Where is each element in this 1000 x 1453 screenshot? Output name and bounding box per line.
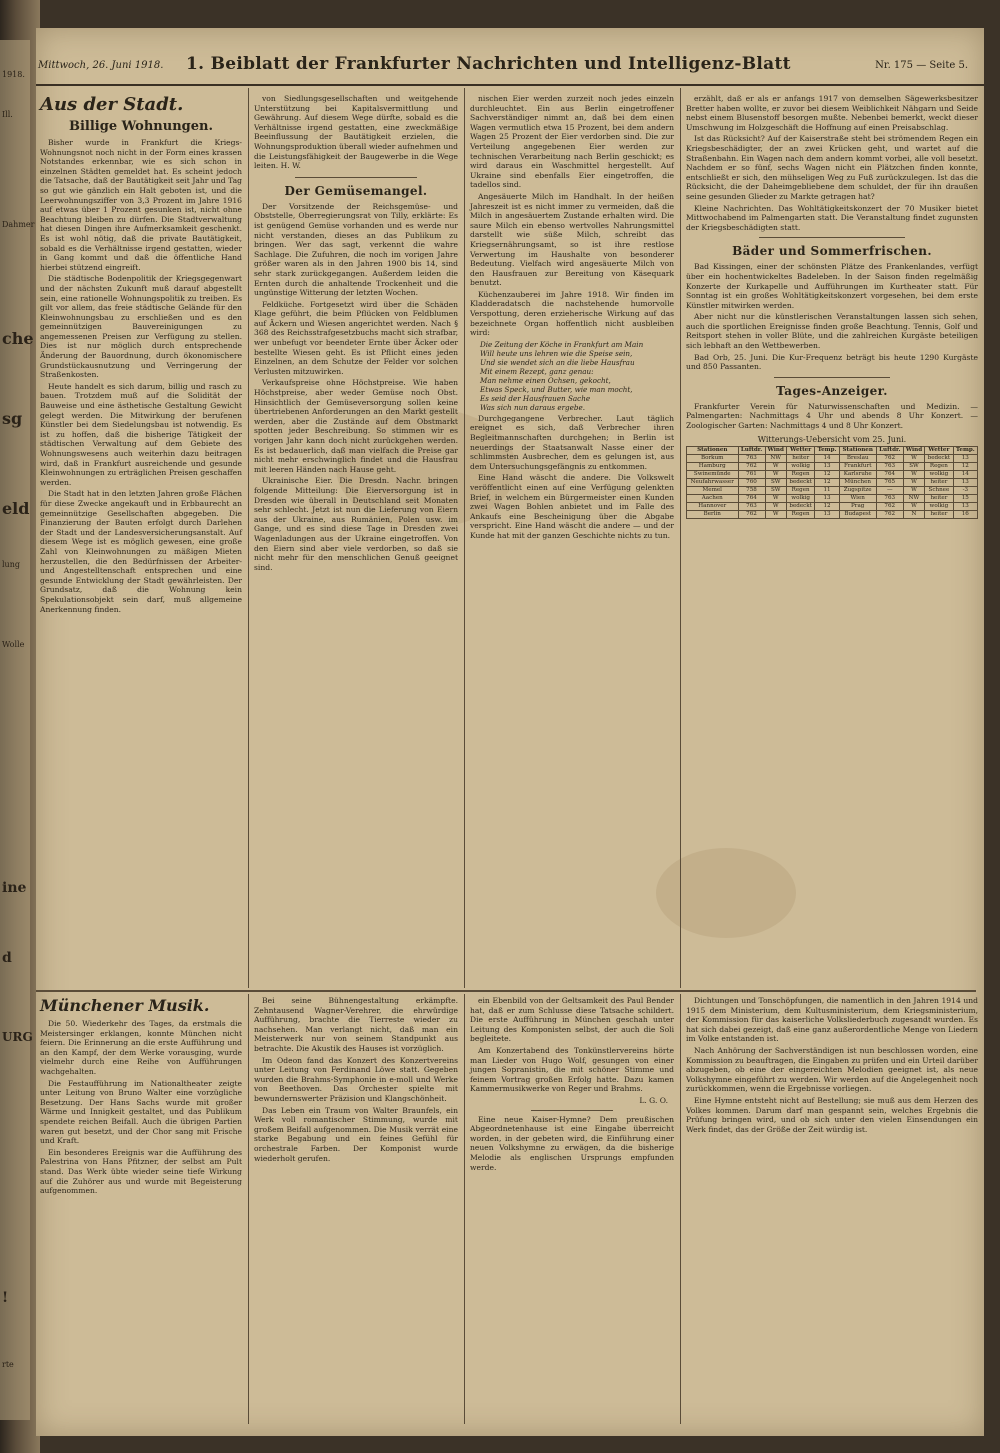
weather-cell: W (903, 502, 924, 510)
weather-table-body (687, 454, 978, 518)
quoted-poem (480, 340, 674, 412)
weather-cell: W (903, 486, 924, 494)
weather-cell: 763 (876, 494, 903, 502)
masthead (36, 48, 984, 86)
weather-cell: 765 (876, 478, 903, 486)
gutter-fragment: Ill. (2, 110, 13, 119)
gutter-fragment: Dahmer (2, 220, 35, 229)
weather-cell: W (765, 462, 786, 470)
weather-cell: Regen (786, 486, 814, 494)
weather-header-cell: Wind (765, 446, 786, 454)
weather-cell: 758 (738, 486, 765, 494)
weather-row (687, 470, 978, 478)
column-rule (680, 88, 681, 988)
weather-cell: Borkum (687, 454, 739, 462)
adjacent-page-gutter (0, 0, 40, 1453)
weather-cell: bedeckt (786, 502, 814, 510)
article-paragraph: Ein besonderes Ereignis war die Aufführung des Palestrina von Hans Pfitzner, der selbst am Pult stand. Das Werk übte wieder seine tiefe Wirkung auf die Zuhörer aus und wurde mit Begeisterung aufgenommen. (40, 1147, 242, 1196)
weather-row (687, 454, 978, 462)
weather-cell: Neufahrwasser (687, 478, 739, 486)
article-divider (531, 1110, 613, 1111)
article-paragraph: Bad Orb, 25. Juni. Die Kur-Frequenz beträgt bis heute 1290 Kurgäste und 850 Passanten. (686, 352, 978, 372)
column-baeder (686, 94, 978, 984)
article-paragraph: ein Ebenbild von der Geltsamkeit des Paul Bender hat, daß er zum Schlusse diese Tatsache schildert. Die erste Aufführung in München geschah unter Leitung des Komponisten selbst, der auch die Soli begleitete. (470, 996, 674, 1044)
weather-cell: 13 (953, 454, 977, 462)
weather-row (687, 494, 978, 502)
article-heading: Der Gemüsemangel. (284, 183, 428, 198)
issue-date: Mittwoch, 26. Juni 1918. (38, 60, 164, 71)
article-paragraph: Bei seine Bühnengestaltung erkämpfte. Zehntausend Wagner-Verehrer, die ehrwürdige Aufführung, brachte die Tierreste wieder zu nachsehen. Man verlangt nicht, daß man ein Meisterwerk nur von seinem Standpunkt aus betrachte. Die Akustik des Hauses ist vorzüglich. (254, 996, 458, 1053)
weather-cell: 762 (876, 502, 903, 510)
weather-header-cell: Luftdr. (738, 446, 765, 454)
article-paragraph: Bad Kissingen, einer der schönsten Plätze des Frankenlandes, verfügt über ein hochentwickeltes Badeleben. In der Saison finden regelmäßig Konzerte der Kurkapelle und Aufführungen im Kurtheater statt. Für Sonntag ist ein großes Wohltätigkeitskonzert vorgesehen, bei dem erste Künstler mitwirken werden. (686, 262, 978, 310)
weather-cell: wolkig (786, 494, 814, 502)
column-gemuesemangel (254, 94, 458, 984)
weather-cell: 762 (876, 454, 903, 462)
weather-row (687, 502, 978, 510)
poem-line: Was sich nun daraus ergebe. (480, 402, 586, 412)
article-paragraph: Kleine Nachrichten. Das Wohltätigkeitskonzert der 70 Musiker bietet Mittwochabend im Palmengarten statt. Die Veranstaltung findet zugunsten der Kriegsbeschädigten statt. (686, 203, 978, 232)
weather-cell: 14 (815, 454, 839, 462)
weather-cell: 16 (953, 510, 977, 518)
weather-cell: Hannover (687, 502, 739, 510)
weather-cell: Memel (687, 486, 739, 494)
weather-cell: SW (765, 486, 786, 494)
weather-cell: Frankfurt (839, 462, 876, 470)
poem-line: Die Zeitung der Köche in Frankfurt am Main (480, 339, 644, 349)
weather-cell: -3 (953, 486, 977, 494)
article-paragraph: Durchgegangene Verbrecher. Laut täglich ereignet es sich, daß Verbrecher ihren Begleitmannschaften durchgehen; in Berlin ist neuerdings der Staatsanwalt Nasse einer der schlimmsten Ausbrecher, dem es gelungen ist, aus dem Untersuchungsgefängnis zu entkommen. (470, 413, 674, 471)
weather-cell: heiter (786, 454, 814, 462)
gutter-fragment: ine (2, 880, 27, 896)
article-paragraph: Das Leben ein Traum von Walter Braunfels, ein Werk voll romantischer Stimmung, wurde mit großem Beifall aufgenommen. Die Musik verrät eine starke Begabung und ein feines Gefühl für orchestrale Farben. Der Komponist wurde wiederholt gerufen. (254, 1105, 458, 1163)
article-paragraph: Feldküche. Fortgesetzt wird über die Schäden Klage geführt, die beim Pflücken von Feldblumen auf Äckern und Wiesen angerichtet werden. Nach § 368 des Reichsstrafgesetzbuchs macht sich strafbar, wer unbefugt vor beendeter Ernte über Äcker oder bestellte Wiesen geht. Es ist Pflicht eines jeden Einzelnen, an dem Schutze der Felder vor solchen Verlusten mitzuwirken. (254, 299, 458, 376)
article-paragraph: erzählt, daß er als er anfangs 1917 von demselben Sägewerksbesitzer Bretter haben wollte, er zuvor bei diesem Weiblichkeit Nähgarn und Seide nebst einem Blusenstoff besorgen mußte. Nebenbei bemerkt, weckt dieser Umschwung im Holzgeschäft die Hoffnung auf einen Preisabschlag. (686, 94, 978, 132)
column-rule (464, 994, 465, 1424)
column-rule (680, 994, 681, 1424)
article-paragraph: Verkaufspreise ohne Höchstpreise. Wie haben Höchstpreise, aber weder Gemüse noch Obst. Hinsichtlich der Gemüseversorgung sollen keine übertriebenen Anforderungen an den Markt gestellt werden, aber die Zustände auf dem Obstmarkt spotten jeder Beschreibung. So stimmen wir es vorigen Jahr kann doch nicht zurückgehen werden. Es ist bedauerlich, daß man vielfach die Preise gar nicht mehr erschwinglich findet und die Hausfrau mit leeren Händen nach Hause geht. (254, 378, 458, 474)
gutter-fragment: Wolle (2, 640, 25, 649)
weather-header-cell: Luftdr. (876, 446, 903, 454)
weather-row (687, 486, 978, 494)
article-paragraph: Die städtische Bodenpolitik der Kriegsgegenwart und der nächsten Zukunft muß darauf abgestellt sein, eine rationelle Wohnungspolitik zu treiben. Es gilt vor allem, das freie städtische Gelände für den Kleinwohnungsbau zu erschließen und es den gemeinnützigen Bauvereinigungen zu angemessenen Preisen zur Verfügung zu stellen. Dies ist nur möglich durch entsprechende Änderung der Bauordnung, durch ökonomischere Grundstückausnutzung und Verringerung der Straßenkosten. (40, 274, 242, 380)
weather-cell: NW (765, 454, 786, 462)
poem-line: Will heute uns lehren wie die Speise sein, (480, 348, 633, 358)
page-number: Nr. 175 — Seite 5. (875, 60, 968, 71)
weather-header-cell: Stationen (687, 446, 739, 454)
gutter-fragment: lung (2, 560, 20, 569)
article-paragraph: Ist das Rücksicht? Auf der Kaiserstraße steht bei strömendem Regen ein Kriegsbeschädigter, der an zwei Krücken geht, und wartet auf die Straßenbahn. Ein Wagen nach dem andern kommt vorbei, alle voll besetzt. Nachdem er so fünf, sechs Wagen nicht ein Plätzchen finden konnte, entschließt er sich, den mühseligen Weg zu Fuß zurückzulegen. Ist das die Rücksicht, die der Daheimgebliebene dem schuldet, der für ihn draußen seine gesunden Glieder zu Markte getragen hat? (686, 134, 978, 201)
weather-cell: Prag (839, 502, 876, 510)
article-paragraph: Bisher wurde in Frankfurt die Kriegs-Wohnungsnot noch nicht in der Form eines krassen Notstandes erkennbar, wie es sich schon in einzelnen Städten gemeldet hat. Es scheint jedoch die Tatsache, daß der Bautätigkeit seit Jahr und Tag so gut wie gänzlich ein Halt geboten ist, und die Leerwohnungsziffer von 3,3 Prozent im Jahre 1916 auf etwas über 1 Prozent gesunken ist, nicht ohne Beachtung bleiben zu dürfen. Die Stadtverwaltung hat diesen Dingen ihre Aufmerksamkeit geschenkt. Es ist wohl nötig, daß die private Bautätigkeit, sobald es die Verhältnisse irgend gestatten, wieder in Gang kommt und daß die öffentliche Hand hierbei stützend eingreift. (40, 138, 242, 272)
section-rule (36, 990, 976, 992)
weather-cell: 14 (953, 470, 977, 478)
weather-header-cell: Wind (903, 446, 924, 454)
article-paragraph: Am Konzertabend des Tonkünstlervereins hörte man Lieder von Hugo Wolf, gesungen von einer jungen Sopranistin, die mit schöner Stimme und feinem Vortrag großen Erfolg hatte. Dazu kamen Kammermusikwerke von Reger und Brahms. (470, 1045, 674, 1094)
weather-cell: 763 (876, 462, 903, 470)
scan-background-edge (984, 0, 1000, 1453)
weather-cell: 13 (953, 478, 977, 486)
weather-cell: 763 (738, 502, 765, 510)
weather-header-row (687, 446, 978, 454)
article-paragraph: Heute handelt es sich darum, billig und rasch zu bauen. Trotzdem muß auf die Solidität der Bauweise und eine ästhetische Gestaltung Gewicht gelegt werden. Die Mitwirkung der berufenen Künstler bei dem Siedelungsbau ist notwendig. Es ist zu hoffen, daß die bisherige Tätigkeit der städtischen Verwaltung auf dem Gebiete des Wohnungswesens auch weiterhin dazu beitragen wird, daß in Frankfurt ausreichende und gesunde Kleinwohnungen zu erträglichen Preisen geschaffen werden. (40, 381, 242, 487)
weather-cell: — (876, 486, 903, 494)
tages-anzeiger-heading: Tages-Anzeiger. (776, 383, 888, 398)
section-heading: Münchener Musik. (40, 996, 210, 1015)
weather-cell: 13 (815, 494, 839, 502)
article-heading: Billige Wohnungen. (69, 119, 213, 134)
column-rule (248, 994, 249, 1424)
weather-cell: 11 (815, 486, 839, 494)
weather-cell: 764 (876, 470, 903, 478)
weather-header-cell: Stationen (839, 446, 876, 454)
article-divider (774, 377, 891, 378)
weather-row (687, 510, 978, 518)
weather-cell: 12 (815, 502, 839, 510)
weather-cell: Regen (786, 510, 814, 518)
weather-row (687, 478, 978, 486)
weather-cell: Zugspitze (839, 486, 876, 494)
weather-cell: wolkig (925, 502, 953, 510)
article-paragraph: nischen Eier werden zurzeit noch jedes einzeln durchleuchtet. Ein aus Berlin eingetroffener Sachverständiger nimmt an, daß bei dem einen Wagen vermutlich etwa 15 Prozent, bei dem andern Wagen 25 Prozent der Eier verdorben sind. Die zur Verteilung angegebenen Eier werden zur technischen Verarbeitung nach Berlin geschickt; es wird daraus ein Waschmittel hergestellt. Auf Ukraine sind ebenfalls Eier eingetroffen, die tadellos sind. (470, 94, 674, 190)
gutter-fragment: sg (2, 409, 23, 428)
weather-cell: Regen (925, 462, 953, 470)
weather-cell: 12 (815, 470, 839, 478)
article-divider (759, 237, 905, 238)
weather-table (686, 446, 978, 519)
article-paragraph: Im Odeon fand das Konzert des Konzertvereins unter Leitung von Ferdinand Löwe statt. Gegeben wurden die Brahms-Symphonie in e-moll und Werke von Beethoven. Das Orchester spielte mit bewundernswerter Präzision und Klangschönheit. (254, 1055, 458, 1103)
article-paragraph: Aber nicht nur die künstlerischen Veranstaltungen lassen sich sehen, auch die sportlichen Ereignisse finden große Beachtung. Tennis, Golf und Reitsport stehen in voller Blüte, und die zahlreichen Kurgäste beteiligen sich lebhaft an den Wettbewerben. (686, 312, 978, 351)
weather-header-cell: Temp. (953, 446, 977, 454)
article-paragraph: Dichtungen und Tonschöpfungen, die namentlich in den Jahren 1914 und 1915 dem Ministerium, dem Kultusministerium, dem Kriegsministerium, der Kommission für das kaiserliche Volksliederbuch zugesandt wurden. Es hat sich dabei gezeigt, daß eine ganz außerordentliche Menge von Liedern im Volke entstanden ist. (686, 996, 978, 1044)
weather-cell: wolkig (925, 470, 953, 478)
weather-cell: 12 (953, 462, 977, 470)
article-heading: Bäder und Sommerfrischen. (732, 244, 932, 259)
weather-cell: heiter (925, 510, 953, 518)
weather-cell: 13 (953, 502, 977, 510)
weather-cell: Schnee (925, 486, 953, 494)
gutter-fragment: d (2, 950, 12, 966)
weather-cell: 13 (815, 510, 839, 518)
poem-line: Es seid der Hausfrauen Sache (480, 393, 591, 403)
column-musik-1 (40, 996, 242, 1426)
weather-cell: Wien (839, 494, 876, 502)
weather-cell: bedeckt (786, 478, 814, 486)
masthead-title: 1. Beiblatt der Frankfurter Nachrichten und Intelligenz-Blatt (186, 54, 791, 74)
weather-cell: 762 (876, 510, 903, 518)
weather-cell: bedeckt (925, 454, 953, 462)
weather-cell: Regen (786, 470, 814, 478)
weather-cell: 763 (738, 454, 765, 462)
weather-cell: W (765, 470, 786, 478)
weather-cell: wolkig (786, 462, 814, 470)
weather-cell: Karlsruhe (839, 470, 876, 478)
weather-cell: W (765, 494, 786, 502)
weather-cell: heiter (925, 494, 953, 502)
weather-cell: Aachen (687, 494, 739, 502)
weather-cell: München (839, 478, 876, 486)
weather-header-cell: Temp. (815, 446, 839, 454)
article-paragraph: Ukrainische Eier. Die Dresdn. Nachr. bringen folgende Mitteilung: Die Eierversorgung ist in Dresden wie überall in Deutschland seit Monaten sehr schlecht. Jetzt ist nun die Lieferung von Eiern aus der Ukraine, aus Rumänien, Polen usw. im Gange, und es sind diese Tage in Dresden zwei Wagenladungen aus der Ukraine eingetroffen. Von den Eiern sind aber viele verdorben, so daß sie nicht mehr für den menschlichen Genuß geeignet sind. (254, 476, 458, 572)
weather-table-title: Witterungs-Uebersicht vom 25. Juni. (757, 434, 907, 444)
poem-line: Und sie wendet sich an die liebe Hausfrau (480, 357, 635, 367)
gutter-fragment: URG (2, 1030, 33, 1044)
weather-cell: 15 (953, 494, 977, 502)
weather-cell: Hamburg (687, 462, 739, 470)
poem-line: Etwas Speck, und Butter, wie man mocht, (480, 384, 633, 394)
column-musik-3 (470, 996, 674, 1426)
weather-cell: Budapest (839, 510, 876, 518)
article-paragraph: Die Festaufführung im Nationaltheater zeigte unter Leitung von Bruno Walter eine vorzügliche Besetzung. Der Hans Sachs wurde mit großer Wärme und Innigkeit gestaltet, und das Publikum spendete reichen Beifall. Auch die übrigen Partien waren gut besetzt, und der Chor sang mit Frische und Kraft. (40, 1078, 242, 1146)
weather-cell: N (903, 510, 924, 518)
weather-cell: W (903, 478, 924, 486)
article-divider (295, 177, 417, 178)
column-aus-der-stadt (40, 94, 242, 984)
column-musik-2 (254, 996, 458, 1426)
gutter-fragment: rte (2, 1360, 14, 1369)
gutter-fragment: eld (2, 499, 30, 518)
column-musik-4 (686, 996, 978, 1426)
weather-cell: 764 (738, 494, 765, 502)
article-paragraph: Die Stadt hat in den letzten Jahren große Flächen für diese Zwecke angekauft und in Erbbaurecht an gemeinnützige Gesellschaften abgegeben. Die Finanzierung der Bauten erfolgt durch Darlehen der Stadt und der Landesversicherungsanstalt. Auf diesem Wege ist es möglich gewesen, eine große Zahl von Kleinwohnungen zu mäßigen Mieten herzustellen, die den Bedürfnissen der Arbeiter- und Angestelltenschaft entsprechen und eine gesunde Entwicklung der Stadt gewährleisten. Der Grundsatz, daß die Wohnung kein Spekulationsobjekt sein darf, muß allgemeine Anerkennung finden. (40, 489, 242, 614)
weather-cell: 761 (738, 470, 765, 478)
article-paragraph: Küchenzauberei im Jahre 1918. Wir finden im Kladderadatsch die nachstehende humorvolle Verspottung, deren erzieherische Wirkung auf das bezeichnete Organ hoffentlich nicht ausbleiben wird: (470, 289, 674, 338)
weather-cell: Swinemünde (687, 470, 739, 478)
article-paragraph: Eine Hand wäscht die andere. Die Volkswelt veröffentlicht einen auf eine Verfügung gelenkten Brief, in welchem ein Bürgermeister einen Kunden zwei Wagen Bohlen anbietet und im Falle des Ankaufs eine Bescheinigung über die Abgabe verspricht. Eine Hand wäscht die andere — und der Kunde hat mit der ganzen Geschichte nichts zu tun. (470, 473, 674, 540)
article-paragraph: von Siedlungsgesellschaften und weitgehende Unterstützung bei Kapitalsvermittlung und Gewährung. Auf diesem Wege dürfte, sobald es die Verhältnisse irgend gestatten, eine zweckmäßige Beeinflussung der Bautätigkeit erzielen, die Wohnungsproduktion überall wieder aufnehmen und die Leistungsfähigkeit der Baugewerbe in die Wege leiten. H. W. (254, 94, 458, 171)
weather-cell: W (765, 502, 786, 510)
weather-cell: SW (765, 478, 786, 486)
article-paragraph: Eine neue Kaiser-Hymne? Dem preußischen Abgeordnetenhause ist eine Eingabe überreicht worden, in der gebeten wird, die Einführung einer neuen Volkshymne zu erwägen, da die bisherige Melodie als englischen Ursprungs empfunden werde. (470, 1114, 674, 1172)
gutter-fragment: 1918. (2, 70, 25, 79)
weather-cell: SW (903, 462, 924, 470)
weather-cell: W (765, 510, 786, 518)
article-paragraph: Angesäuerte Milch im Handhalt. In der heißen Jahreszeit ist es nicht immer zu vermeiden, daß die Milch in angesäuertem Zustande erhalten wird. Die saure Milch ein ebenso wertvolles Nahrungsmittel darstellt wie süße Milch, schreibt das Kriegsernährungsamt, so ist ihre restlose Verwertung im Haushalte von besonderer Bedeutung. Vielfach wird angesäuerte Milch von den Hausfrauen zur Bereitung von Käsequark benutzt. (470, 191, 674, 288)
column-local-news (470, 94, 674, 984)
weather-cell: 12 (815, 478, 839, 486)
article-paragraph: Eine Hymne entsteht nicht auf Bestellung; sie muß aus dem Herzen des Volkes kommen. Darum darf man gespannt sein, welches Ergebnis die Prüfung bringen wird, und ob sich unter den vielen Einsendungen ein Werk findet, das der Größe der Zeit würdig ist. (686, 1095, 978, 1134)
weather-cell: 13 (815, 462, 839, 470)
weather-cell: 762 (738, 510, 765, 518)
weather-header-cell: Wetter (925, 446, 953, 454)
tages-anzeiger-text: Frankfurter Verein für Naturwissenschaften und Medizin. — Palmengarten: Nachmittags 4 Uhr und abends 8 Uhr Konzert. — Zoologischer Garten: Nachmittags 4 und 8 Uhr Konzert. (686, 401, 978, 431)
article-paragraph: Die 50. Wiederkehr des Tages, da erstmals die Meistersinger erklangen, konnte München nicht feiern. Die Erinnerung an die erste Aufführung und an den Kampf, der dem Werke vorausging, wurde vielmehr durch eine Reihe von Aufführungen wachgehalten. (40, 1019, 242, 1076)
article-paragraph: Nach Anhörung der Sachverständigen ist nun beschlossen worden, eine Kommission zu beauftragen, die Eingaben zu prüfen und ein Urteil darüber abzugeben, ob eine der eingereichten Melodien geeignet ist, als neue Volkshymne eingeführt zu werden. Wir werden auf die Angelegenheit noch zurückkommen, wenn die Ergebnisse vorliegen. (686, 1045, 978, 1094)
adjacent-page-strip (0, 40, 35, 1420)
weather-cell: 760 (738, 478, 765, 486)
weather-row (687, 462, 978, 470)
weather-cell: NW (903, 494, 924, 502)
newspaper-page (36, 28, 984, 1436)
article-paragraph: Der Vorsitzende der Reichsgemüse- und Obststelle, Oberregierungsrat von Tilly, erklärte: Es ist genügend Gemüse vorhanden und es werde nur nicht verstanden, dieses an das Publikum zu bringen. Wer das sagt, verkennt die wahre Sachlage. Die Zufuhren, die noch im vorigen Jahre größer waren als in den Jahren 1900 bis 14, sind sehr stark zurückgegangen. Außerdem leiden die Ernten durch die anhaltende Trockenheit und die ungünstige Witterung der letzten Wochen. (254, 201, 458, 298)
weather-cell: Berlin (687, 510, 739, 518)
poem-line: Mit einem Rezept, ganz genau: (480, 366, 594, 376)
weather-cell: heiter (925, 478, 953, 486)
author-signature: L. G. O. (639, 1095, 668, 1105)
gutter-fragment: ! (2, 1290, 9, 1306)
column-rule (248, 88, 249, 988)
weather-cell: W (903, 454, 924, 462)
weather-cell: 762 (738, 462, 765, 470)
gutter-fragment: che (2, 329, 34, 348)
weather-header-cell: Wetter (786, 446, 814, 454)
weather-cell: Breslau (839, 454, 876, 462)
section-heading: Aus der Stadt. (40, 94, 184, 115)
column-rule (464, 88, 465, 988)
poem-line: Man nehme einen Ochsen, gekocht, (480, 375, 611, 385)
weather-cell: W (903, 470, 924, 478)
